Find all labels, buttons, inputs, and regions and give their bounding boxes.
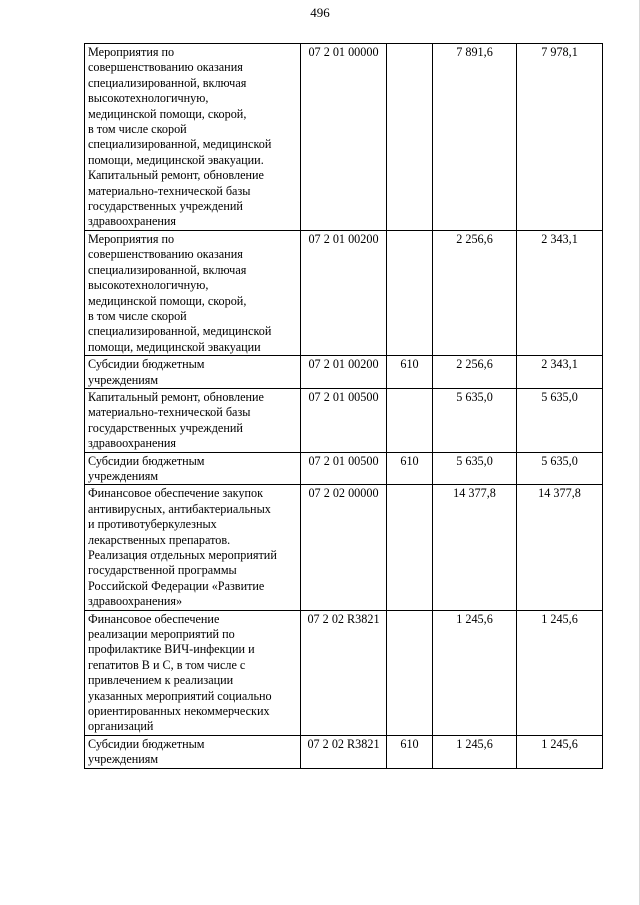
row-vr-cell: 610 xyxy=(387,452,433,485)
row-value-2-cell: 5 635,0 xyxy=(517,388,603,452)
row-name-line: материально-технической базы xyxy=(88,405,251,420)
row-name-line: и противотуберкулезных xyxy=(88,517,217,532)
row-name-line: указанных мероприятий социально xyxy=(88,688,272,703)
row-name-line: государственной программы xyxy=(88,563,237,578)
row-name-line: ориентированных некоммерческих xyxy=(88,704,270,719)
row-code-cell: 07 2 02 R3821 xyxy=(301,610,387,735)
row-code-cell: 07 2 01 00500 xyxy=(301,452,387,485)
table-row xyxy=(85,44,603,231)
row-value-2-cell: 1 245,6 xyxy=(517,735,603,768)
row-code-cell: 07 2 01 00000 xyxy=(301,44,387,231)
row-name-line: медицинской помощи, скорой, xyxy=(88,293,247,308)
row-value-2-cell: 2 343,1 xyxy=(517,230,603,355)
row-name-line: Реализация отдельных мероприятий xyxy=(88,548,277,562)
row-name-line: Мероприятия по xyxy=(88,231,175,246)
row-name-line: организаций xyxy=(88,719,154,734)
row-name-line: специализированной, включая xyxy=(88,75,247,90)
table-row xyxy=(85,610,603,735)
row-name-line: в том числе скорой xyxy=(88,308,187,323)
row-name-line: материально-технической базы xyxy=(88,183,251,198)
row-name-line: помощи, медицинской эвакуации. xyxy=(88,152,264,167)
page-number: 496 xyxy=(310,5,330,20)
row-code-cell: 07 2 01 00200 xyxy=(301,230,387,355)
row-vr-cell xyxy=(387,610,433,735)
row-name-line: Субсидии бюджетным xyxy=(88,453,205,468)
row-name-line: специализированной, включая xyxy=(88,262,247,277)
row-vr-cell xyxy=(387,44,433,231)
row-name-line: Российской Федерации «Развитие xyxy=(88,578,265,593)
row-name-line: высокотехнологичную, xyxy=(88,278,209,293)
row-vr-cell xyxy=(387,485,433,610)
row-name-line: совершенствованию оказания xyxy=(88,247,243,262)
row-name-line: специализированной, медицинской xyxy=(88,324,272,339)
row-name-line: медицинской помощи, скорой, xyxy=(88,106,247,121)
table-row xyxy=(85,452,603,485)
row-name-line: здравоохранения xyxy=(88,436,177,451)
row-name-line: высокотехнологичную, xyxy=(88,91,209,106)
row-name-line: профилактике ВИЧ-инфекции и xyxy=(88,642,255,657)
row-vr-cell: 610 xyxy=(387,356,433,389)
table-row xyxy=(85,485,603,610)
row-code-cell: 07 2 01 00500 xyxy=(301,388,387,452)
row-name-line: гепатитов В и С, в том числе с xyxy=(88,657,246,672)
row-name-line: совершенствованию оказания xyxy=(88,60,243,75)
row-name-line: Финансовое обеспечение закупок xyxy=(88,486,264,501)
row-name-line: учреждениям xyxy=(88,372,159,387)
row-vr-cell xyxy=(387,230,433,355)
row-value-2-cell: 5 635,0 xyxy=(517,452,603,485)
row-name-cell xyxy=(85,356,301,389)
budget-table-body xyxy=(85,44,603,769)
row-name-line: Капитальный ремонт, обновление xyxy=(88,389,264,404)
row-value-1-cell: 5 635,0 xyxy=(433,388,517,452)
row-name-line: помощи, медицинской эвакуации xyxy=(88,339,261,354)
row-value-2-cell: 7 978,1 xyxy=(517,44,603,231)
row-name-cell xyxy=(85,452,301,485)
row-code-cell: 07 2 02 R3821 xyxy=(301,735,387,768)
row-name-line: лекарственных препаратов. xyxy=(88,532,231,547)
row-value-1-cell: 5 635,0 xyxy=(433,452,517,485)
row-name-cell xyxy=(85,735,301,768)
row-value-1-cell: 7 891,6 xyxy=(433,44,517,231)
row-value-2-cell: 2 343,1 xyxy=(517,356,603,389)
row-name-line: реализации мероприятий по xyxy=(88,627,235,642)
row-value-2-cell: 1 245,6 xyxy=(517,610,603,735)
row-name-line: Капитальный ремонт, обновление xyxy=(88,168,264,183)
row-name-line: здравоохранения xyxy=(88,214,177,229)
row-name-line: привлечением к реализации xyxy=(88,673,234,688)
row-value-1-cell: 2 256,6 xyxy=(433,356,517,389)
row-name-cell xyxy=(85,485,301,610)
row-name-line: специализированной, медицинской xyxy=(88,137,272,152)
row-name-line: в том числе скорой xyxy=(88,122,187,137)
row-name-line: Субсидии бюджетным xyxy=(88,357,205,372)
row-name-cell xyxy=(85,610,301,735)
row-name-cell xyxy=(85,388,301,452)
row-name-cell xyxy=(85,230,301,355)
row-name-line: государственных учреждений xyxy=(88,420,243,435)
row-name-line: антивирусных, антибактериальных xyxy=(88,501,271,516)
row-name-line: учреждениям xyxy=(88,468,159,483)
row-name-line: государственных учреждений xyxy=(88,199,243,214)
row-value-1-cell: 1 245,6 xyxy=(433,735,517,768)
table-row xyxy=(85,735,603,768)
row-name-line: здравоохранения» xyxy=(88,594,183,609)
row-value-1-cell: 1 245,6 xyxy=(433,610,517,735)
table-row xyxy=(85,230,603,355)
row-value-1-cell: 2 256,6 xyxy=(433,230,517,355)
row-name-line: Мероприятия по xyxy=(88,45,175,59)
row-code-cell: 07 2 01 00200 xyxy=(301,356,387,389)
row-name-line: Субсидии бюджетным xyxy=(88,736,205,751)
budget-table xyxy=(84,43,603,769)
row-name-line: Финансовое обеспечение xyxy=(88,611,220,626)
row-vr-cell: 610 xyxy=(387,735,433,768)
row-code-cell: 07 2 02 00000 xyxy=(301,485,387,610)
row-vr-cell xyxy=(387,388,433,452)
row-value-2-cell: 14 377,8 xyxy=(517,485,603,610)
table-row xyxy=(85,356,603,389)
table-row xyxy=(85,388,603,452)
row-name-line: учреждениям xyxy=(88,752,159,767)
row-value-1-cell: 14 377,8 xyxy=(433,485,517,610)
row-name-cell xyxy=(85,44,301,231)
